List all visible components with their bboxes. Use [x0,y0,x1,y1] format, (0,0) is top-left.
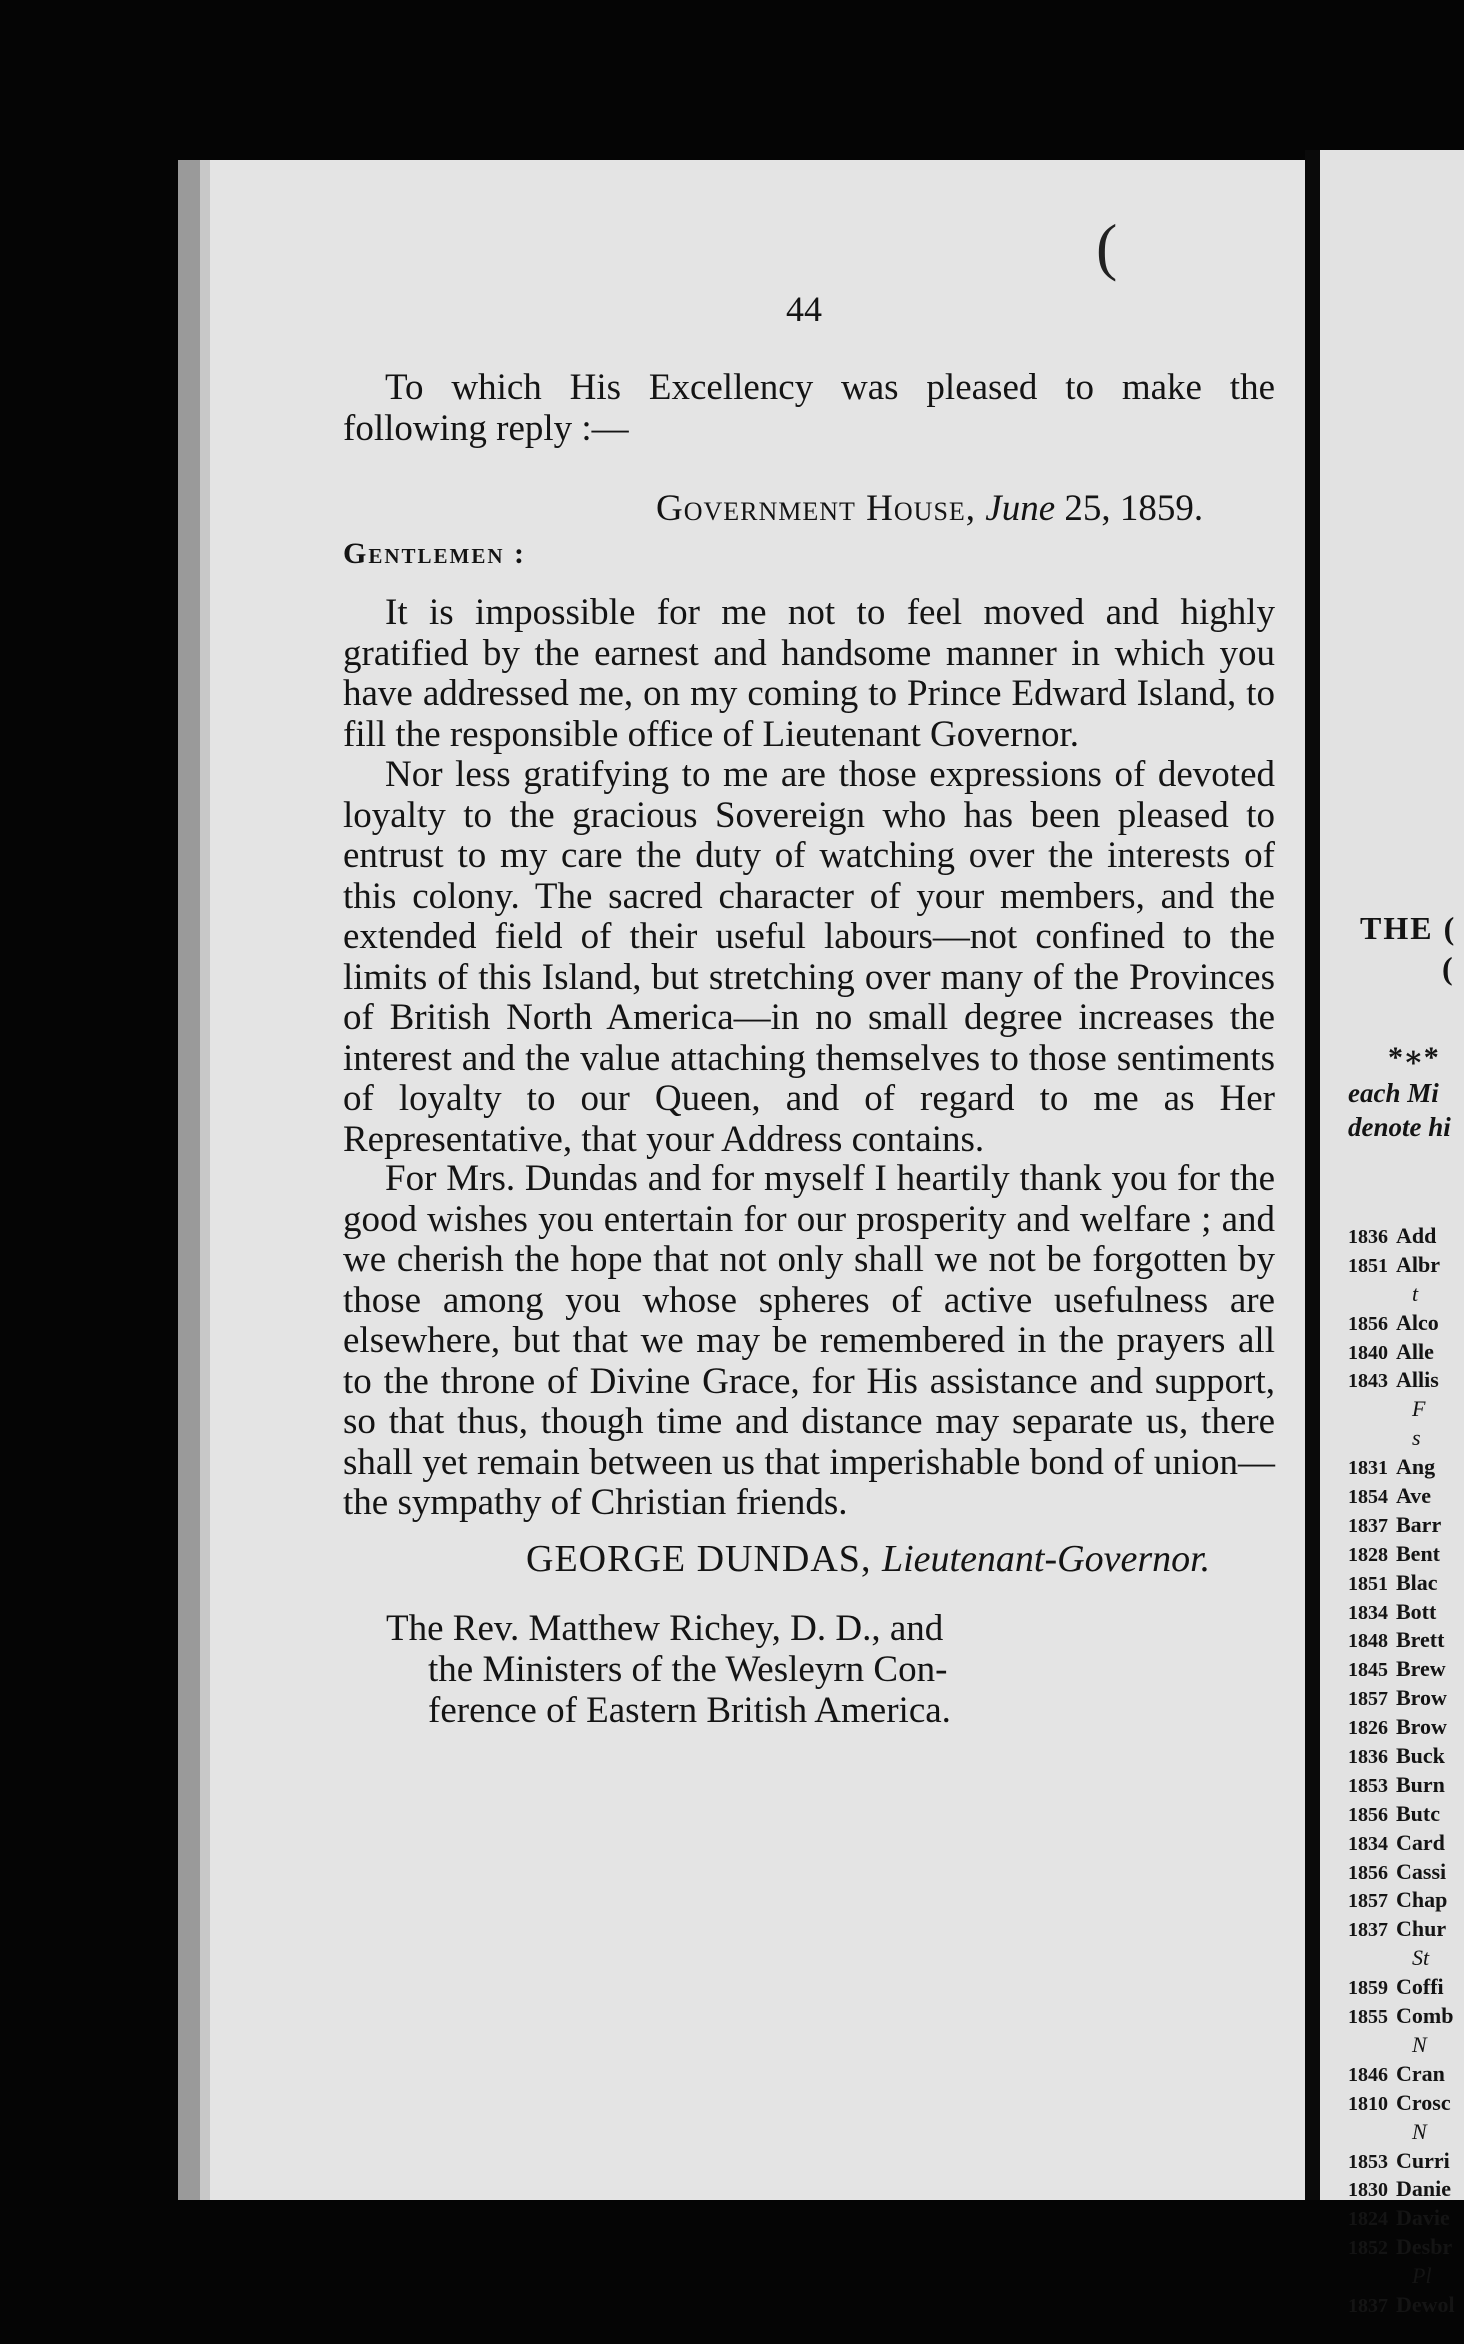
list-item [1348,1482,1455,1511]
list-item [1348,1915,1455,1944]
entry-year: 1837 [1348,2294,1388,2317]
entry-year: 1830 [1348,2179,1388,2202]
entry-year: 1855 [1348,2006,1388,2029]
entry-name: Card [1396,1829,1445,1855]
signature-title: Lieutenant-Governor. [881,1538,1211,1580]
entry-name: Cassi [1396,1858,1447,1884]
entry-name: Pl [1412,2263,1432,2289]
list-item [1348,2089,1455,2118]
list-item [1348,1944,1455,1973]
list-item [1348,1338,1455,1367]
entry-name: N [1412,2031,1427,2057]
addressee-line-2: the Ministers of the Wesleyrn Con- [428,1649,948,1690]
entry-year: 1836 [1348,1226,1388,1248]
dateline-place: Government House, [656,488,977,529]
entry-year: 1857 [1348,1890,1388,1913]
entry-year: 1824 [1348,2208,1388,2231]
entry-name: Brow [1396,1685,1447,1711]
entry-year: 1828 [1348,1543,1388,1566]
list-item [1348,2147,1455,2176]
entry-year: 1834 [1348,1601,1388,1624]
entry-name: Allis [1396,1367,1439,1393]
list-item [1348,1800,1455,1829]
pencil-mark: ( [1096,211,1118,282]
page-edge-inner [200,160,210,2200]
entry-year: 1831 [1348,1457,1388,1480]
entry-year: 1853 [1348,1774,1388,1797]
entry-year: 1843 [1348,1370,1388,1393]
facing-page [1320,150,1464,2317]
signature [526,1537,1210,1581]
asterism: *∗* [1388,1041,1439,1074]
paragraph-3 [343,1159,1275,1524]
entry-year: 1851 [1348,1572,1388,1595]
addressee-line-3: ference of Eastern British America. [428,1690,951,1731]
facing-note-line-1: each Mi [1348,1078,1439,1108]
list-item [1348,1280,1455,1309]
entry-name: Albr [1396,1251,1440,1277]
list-item [1348,2262,1455,2291]
list-item [1348,1309,1455,1338]
dateline-date: 25, 1859. [1064,488,1204,529]
entry-name: Buck [1396,1743,1445,1769]
entry-year: 1837 [1348,1514,1388,1537]
book-gutter [1305,150,1321,2200]
entry-name: Add [1396,1223,1437,1248]
entry-year: 1836 [1348,1746,1388,1769]
entry-name: Davie [1396,2205,1450,2231]
entry-year: 1837 [1348,1919,1388,1942]
entry-year: 1856 [1348,1803,1388,1826]
entry-name: Curri [1396,2147,1450,2173]
ministers-list [1348,1222,1455,2320]
entry-name: Brow [1396,1714,1447,1740]
facing-heading: THE ( [1360,910,1457,946]
entry-year: 1851 [1348,1254,1388,1277]
entry-name: Ang [1396,1454,1436,1480]
list-item [1348,1742,1455,1771]
list-item [1348,1655,1455,1684]
intro-text [343,368,1275,449]
facing-note-line-2: denote hi [1348,1112,1451,1142]
entry-year: 1857 [1348,1688,1388,1711]
entry-year: 1854 [1348,1486,1388,1509]
entry-name: Blac [1396,1569,1438,1595]
entry-year: 1856 [1348,1861,1388,1884]
list-item [1348,1366,1455,1395]
paragraph-2 [343,755,1275,1160]
entry-name: Bent [1396,1540,1440,1566]
list-item [1348,2002,1455,2031]
list-item [1348,1222,1455,1251]
entry-year: 1859 [1348,1977,1388,2000]
entry-name: Butc [1396,1800,1440,1826]
paragraph-1-text: It is impossible for me not to feel moved and highly gratified by the earnest and handsome manner in which you have addressed me, on my coming to Prince Edward Island, to fill the responsible office of Lieutenant Governor. [343,592,1275,755]
entry-name: Desbr [1396,2234,1453,2260]
list-item [1348,1684,1455,1713]
dateline [656,487,1203,530]
dateline-month: June [985,488,1056,529]
entry-name: Burn [1396,1771,1445,1797]
entry-year: 1856 [1348,1312,1388,1335]
list-item [1348,2291,1455,2320]
entry-year: 1846 [1348,2063,1388,2086]
list-item [1348,1713,1455,1742]
list-item [1348,1626,1455,1655]
entry-name: Cran [1396,2060,1445,2086]
entry-year: 1810 [1348,2092,1388,2115]
entry-name: Dewol [1396,2291,1455,2317]
entry-name: s [1412,1425,1421,1451]
entry-name: t [1412,1280,1419,1306]
list-item [1348,1511,1455,1540]
entry-name: Danie [1396,2176,1451,2202]
entry-year: 1834 [1348,1832,1388,1855]
page-number: 44 [786,289,822,329]
entry-name: Comb [1396,2003,1454,2029]
list-item [1348,2118,1455,2147]
signature-name: GEORGE DUNDAS, [526,1538,872,1580]
entry-year: 1853 [1348,2150,1388,2173]
paragraph-3-text: For Mrs. Dundas and for myself I heartily thank you for the good wishes you entertain for our prosperity and welfare ; and we cherish the hope that not only shall we not be forgotten by those among you whose spheres of active usefulness are elsewhere, but that we may be remembered in the prayers all to the throne of Divine Grace, for His assistance and support, so that thus, though time and distance may separate us, there shall yet remain between us that imperishable bond of union—the sympathy of Christian friends. [343,1158,1275,1523]
entry-name: Ave [1396,1483,1432,1509]
entry-name: F [1412,1396,1426,1422]
entry-name: Barr [1396,1511,1442,1537]
entry-name: Chur [1396,1916,1447,1942]
list-item [1348,2031,1455,2060]
entry-name: Crosc [1396,2089,1451,2115]
entry-name: St [1412,1945,1430,1971]
entry-name: Brett [1396,1627,1445,1653]
list-item [1348,1569,1455,1598]
entry-name: Bott [1396,1598,1437,1624]
entry-name: N [1412,2118,1427,2144]
entry-year: 1852 [1348,2237,1388,2260]
list-item [1348,1598,1455,1627]
intro-line: To which His Excellency was pleased to make the following reply :— [343,367,1275,449]
list-item [1348,2233,1455,2262]
entry-year: 1840 [1348,1341,1388,1364]
salutation: Gentlemen : [343,537,527,570]
list-item [1348,1424,1455,1453]
entry-name: Alle [1396,1338,1434,1364]
entry-year: 1845 [1348,1659,1388,1682]
entry-year: 1848 [1348,1630,1388,1653]
list-item [1348,1453,1455,1482]
list-item [1348,1886,1455,1915]
entry-name: Coffi [1396,1974,1444,2000]
entry-name: Brew [1396,1656,1446,1682]
entry-name: Alco [1396,1309,1439,1335]
list-item [1348,2204,1455,2233]
list-item [1348,1829,1455,1858]
list-item [1348,1973,1455,2002]
list-item [1348,1771,1455,1800]
list-item [1348,1251,1455,1280]
entry-name: Chap [1396,1887,1448,1913]
page-edge [178,160,200,2200]
list-item [1348,2060,1455,2089]
list-item [1348,1395,1455,1424]
addressee-line-1: The Rev. Matthew Richey, D. D., and [386,1608,944,1649]
facing-heading-2: ( [1442,950,1455,986]
list-item [1348,1858,1455,1887]
paragraph-1 [343,593,1275,755]
paragraph-2-text: Nor less gratifying to me are those expressions of devoted loyalty to the gracious Sovereign who has been pleased to entrust to my care the duty of watching over the interests of this colony. The sacred character of your members, and the extended field of their useful labours—not confined to the limits of this Island, but stretching over many of the Provinces of British North America—in no small degree increases the interest and the value attaching themselves to those sentiments of loyalty to our Queen, and of regard to me as Her Representative, that your Address contains. [343,754,1275,1160]
entry-year: 1826 [1348,1717,1388,1740]
list-item [1348,2175,1455,2204]
list-item [1348,1540,1455,1569]
